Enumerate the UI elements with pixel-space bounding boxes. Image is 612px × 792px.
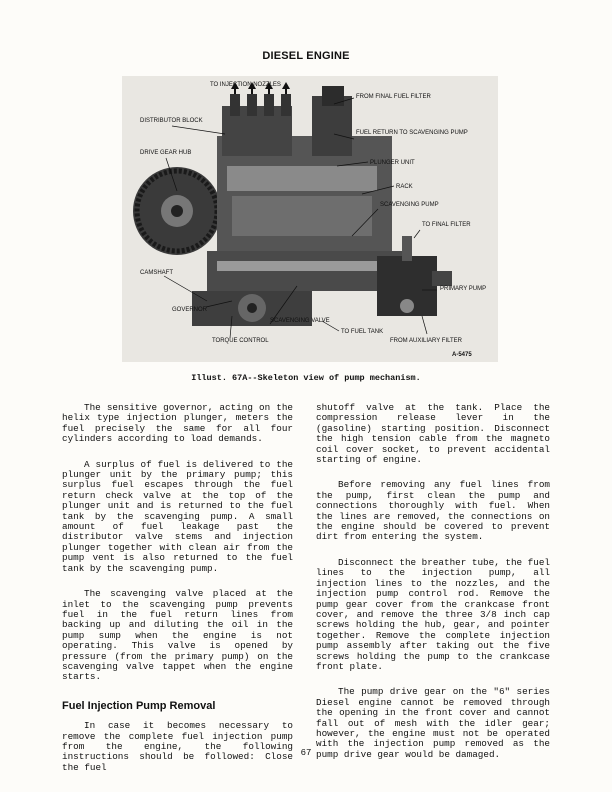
label-scavenging-valve: SCAVENGING VALVE [270, 318, 330, 324]
paragraph: shutoff valve at the tank. Place the compression release lever in the (gasoline) starting position. Disconnect the high tension cable from the magneto coil cover socket, to prevent accidental starting of engine. [316, 402, 550, 466]
label-from-auxiliary-filter: FROM AUXILIARY FILTER [390, 338, 463, 344]
label-plunger-unit: PLUNGER UNIT [370, 160, 415, 166]
paragraph: Before removing any fuel lines from the pump, first clean the pump and connections thoroughly with fuel. When the lines are removed, the connections on the engine should be covered to prevent dirt from entering the system. [316, 479, 550, 543]
pump-illustration [122, 76, 498, 362]
section-heading: Fuel Injection Pump Removal [62, 699, 216, 712]
label-to-final-filter: TO FINAL FILTER [422, 222, 471, 228]
paragraph: The scavenging valve placed at the inlet to the scavenging pump prevents fuel in the fuel return lines from backing up and diluting the oil in the pump sump when the engine is not operating. This valve is opened by pressure (from the primary pump) on the scavenging valve tappet when the engine starts. [62, 588, 293, 683]
paragraph: The sensitive governor, acting on the helix type injection plunger, meters the fuel precisely the same for all four cylinders according to load demands. [62, 402, 293, 445]
label-primary-pump: PRIMARY PUMP [440, 286, 487, 292]
paragraph: In case it becomes necessary to remove the complete fuel injection pump from the engine, the following instructions should be followed: Close the fuel [62, 720, 293, 773]
right-column [316, 403, 550, 775]
label-distributor-block: DISTRIBUTOR BLOCK [140, 118, 203, 124]
pump-mechanism-figure [122, 76, 498, 362]
left-column [62, 403, 293, 788]
paragraph: Disconnect the breather tube, the fuel lines to the injection pump, all injection lines to the nozzles, and the injection pump control rod. Remove the pump gear cover from the crankcase front cover, and remove the three 3/8 inch cap screws holding the hub, gear, and pointer together. Remove the complete injection pump assembly after taking out the five screws holding the pump to the crankcase front plate. [316, 556, 551, 672]
label-fuel-return: FUEL RETURN TO SCAVENGING PUMP [356, 130, 468, 136]
paragraph: A surplus of fuel is delivered to the plunger unit by the primary pump; this surplus fuel escapes through the fuel return check valve at the top of the plunger unit and is returned to the fuel tank by the scavenging pump. A small amount of fuel leakage past the distributor valve stems and injection plunger together with clean air from the pump vent is also returned to the fuel tank by the scavenging pump. [62, 458, 293, 574]
drive-gear-drawing [133, 167, 221, 255]
paragraph: The pump drive gear on the "6" series Diesel engine cannot be removed through the opening in the front cover and cannot fall out of mesh with the idler gear; however, the engine must not be operated with the injection pump removed as the pump drive gear would be damaged. [316, 686, 550, 760]
label-from-final-fuel-filter: FROM FINAL FUEL FILTER [356, 94, 431, 100]
page-number: 67 [300, 748, 312, 758]
label-governor: GOVERNOR [172, 307, 208, 313]
label-figure-code: A-5475 [452, 352, 472, 358]
label-scavenging-pump: SCAVENGING PUMP [380, 202, 439, 208]
label-rack: RACK [396, 184, 413, 190]
label-to-fuel-tank: TO FUEL TANK [341, 329, 384, 335]
label-to-injection-nozzles: TO INJECTION NOZZLES [210, 82, 281, 88]
figure-caption: Illust. 67A--Skeleton view of pump mechanism. [191, 373, 421, 383]
page-title: DIESEL ENGINE [262, 50, 350, 62]
label-torque-control: TORQUE CONTROL [212, 338, 269, 344]
label-drive-gear-hub: DRIVE GEAR HUB [140, 150, 192, 156]
label-camshaft: CAMSHAFT [140, 270, 173, 276]
